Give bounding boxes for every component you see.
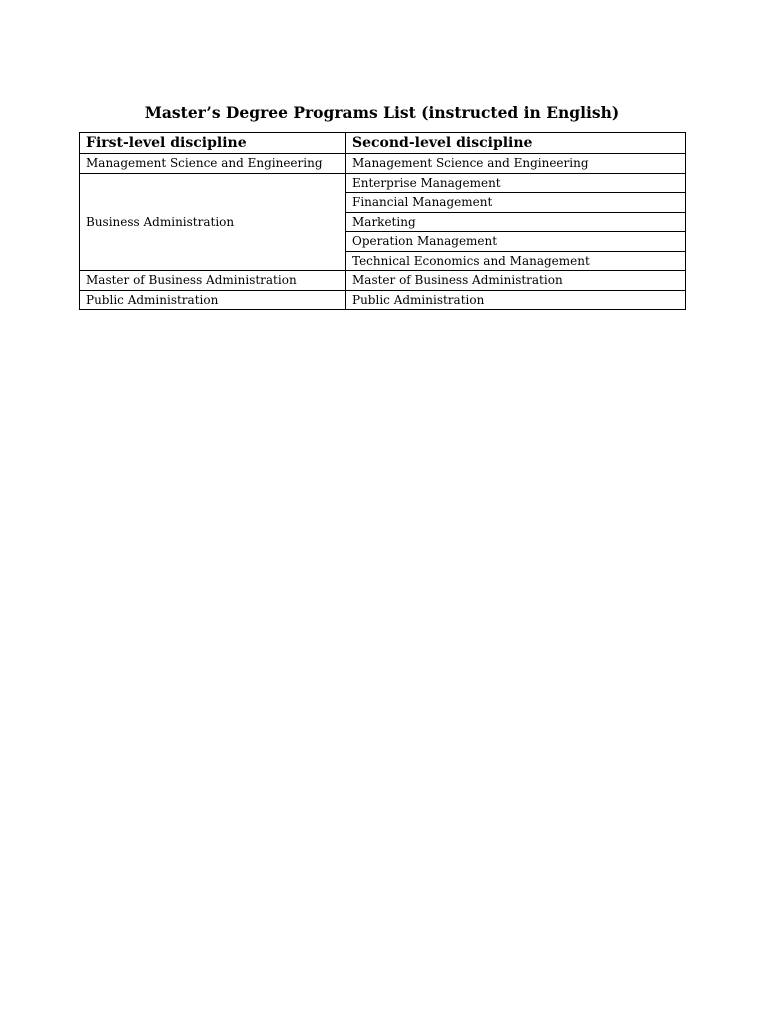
table-row bbox=[80, 173, 686, 193]
header-second-level-discipline: Second-level discipline bbox=[346, 133, 686, 154]
first-level-cell: Public Administration bbox=[80, 290, 346, 310]
first-level-cell: Management Science and Engineering bbox=[80, 154, 346, 174]
second-level-cell: Marketing bbox=[346, 212, 686, 232]
document-title: Master’s Degree Programs List (instructed in English) bbox=[144, 103, 620, 122]
header-first-level-discipline: First-level discipline bbox=[80, 133, 346, 154]
second-level-cell: Management Science and Engineering bbox=[346, 154, 686, 174]
second-level-cell: Master of Business Administration bbox=[346, 271, 686, 291]
degree-programs-table bbox=[79, 132, 686, 310]
second-level-cell: Operation Management bbox=[346, 232, 686, 252]
first-level-cell: Master of Business Administration bbox=[80, 271, 346, 291]
second-level-cell: Enterprise Management bbox=[346, 173, 686, 193]
table-row bbox=[80, 290, 686, 310]
table-row bbox=[80, 271, 686, 291]
table-row bbox=[80, 154, 686, 174]
second-level-cell: Technical Economics and Management bbox=[346, 251, 686, 271]
second-level-cell: Financial Management bbox=[346, 193, 686, 213]
second-level-cell: Public Administration bbox=[346, 290, 686, 310]
table-header-row bbox=[80, 133, 686, 154]
first-level-cell: Business Administration bbox=[80, 173, 346, 271]
